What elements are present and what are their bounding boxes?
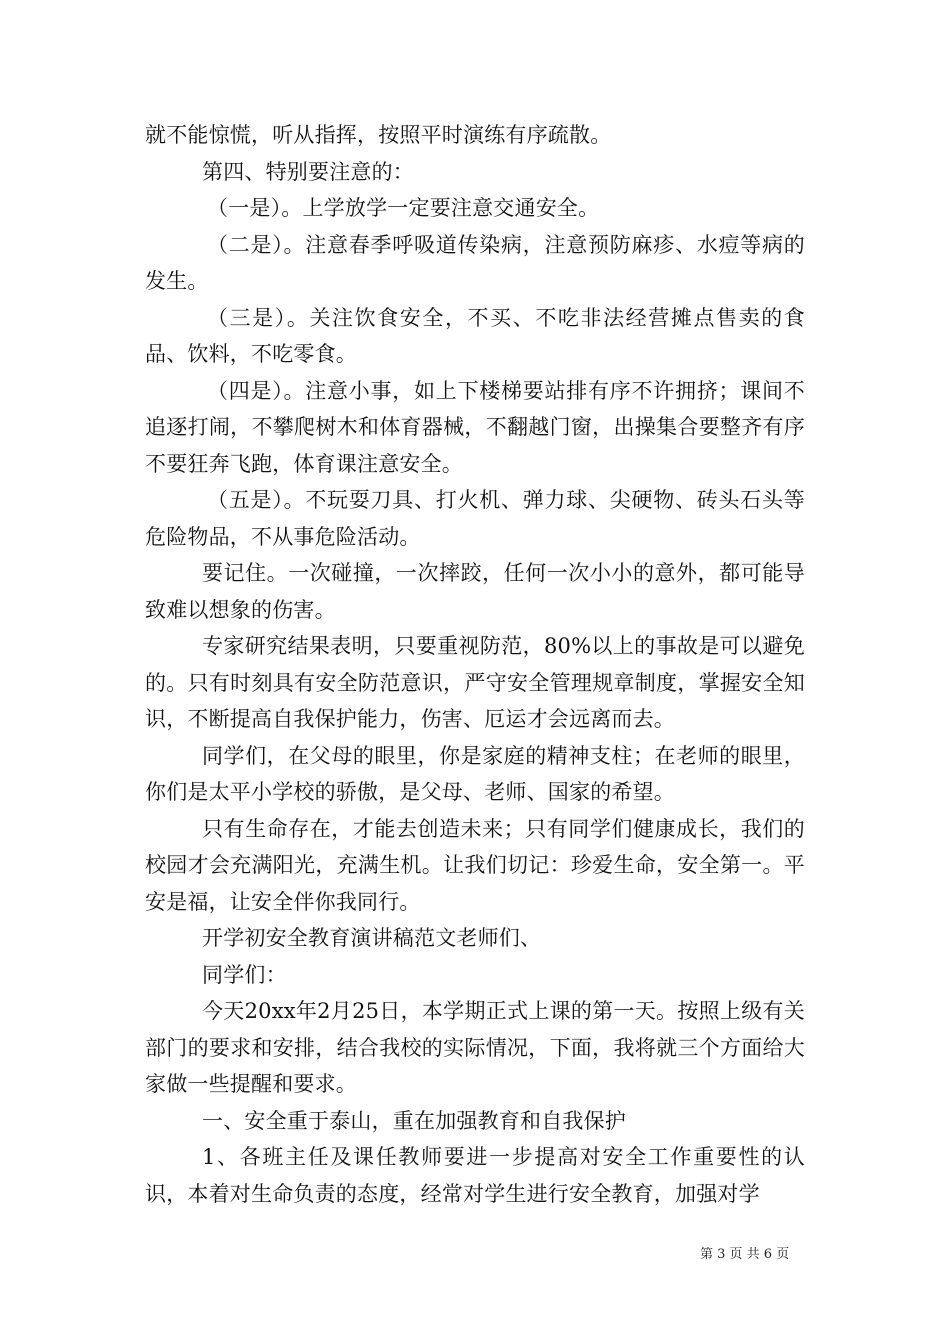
- paragraph-item-two: （二是）。注意春季呼吸道传染病，注意预防麻疹、水痘等病的发生。: [145, 232, 805, 293]
- paragraph-item-one: （一是）。上学放学一定要注意交通安全。: [207, 196, 600, 220]
- paragraph-section-one: 一、安全重于泰山，重在加强教育和自我保护: [202, 1108, 626, 1133]
- paragraph-speech-title: 开学初安全教育演讲稿范文老师们、: [202, 926, 542, 950]
- paragraph-experts: 专家研究结果表明，只要重视防范，80%以上的事故是可以避免的。只有时刻具有安全防范意识，严守安全管理规章制度，掌握安全知识，不断提高自我保护能力，伤害、厄运才会远离而去。: [145, 634, 805, 731]
- paragraph-students: 同学们，在父母的眼里，你是家庭的精神支柱；在老师的眼里，你们是太平小学校的骄傲，是父母、老师、国家的希望。: [145, 743, 805, 804]
- paragraph-item-four: （四是）。注意小事，如上下楼梯要站排有序不许拥挤；课间不追逐打闹，不攀爬树木和体育器械，不翻越门窗，出操集合要整齐有序不要狂奔飞跑，体育课注意安全。: [145, 378, 805, 476]
- paragraph-life: 只有生命存在，才能去创造未来；只有同学们健康成长，我们的校园才会充满阳光，充满生机。让我们切记：珍爱生命，安全第一。平安是福，让安全伴你我同行。: [145, 816, 805, 914]
- paragraph-point-one: 1、各班主任及课任教师要进一步提高对安全工作重要性的认识，本着对生命负责的态度，经常对学生进行安全教育，加强对学: [145, 1145, 805, 1206]
- document-body: [145, 117, 805, 1212]
- paragraph-remember: 要记住。一次碰撞，一次摔跤，任何一次小小的意外，都可能导致难以想象的伤害。: [145, 561, 805, 622]
- paragraph-item-five: （五是）。不玩耍刀具、打火机、弹力球、尖硬物、砖头石头等危险物品，不从事危险活动。: [145, 488, 805, 549]
- paragraph-greeting: 同学们：: [202, 962, 287, 987]
- paragraph-heading-fourth: 第四、特别要注意的：: [202, 159, 414, 184]
- paragraph-today: 今天20xx年2月25日，本学期正式上课的第一天。按照上级有关部门的要求和安排，结合我校的实际情况，下面，我将就三个方面给大家做一些提醒和要求。: [145, 999, 805, 1096]
- page-number: 第 3 页 共 6 页: [700, 1247, 790, 1262]
- paragraph-evacuation: 就不能惊慌，听从指挥，按照平时演练有序疏散。: [145, 123, 612, 147]
- paragraph-item-three: （三是）。关注饮食安全，不买、不吃非法经营摊点售卖的食品、饮料，不吃零食。: [145, 305, 805, 366]
